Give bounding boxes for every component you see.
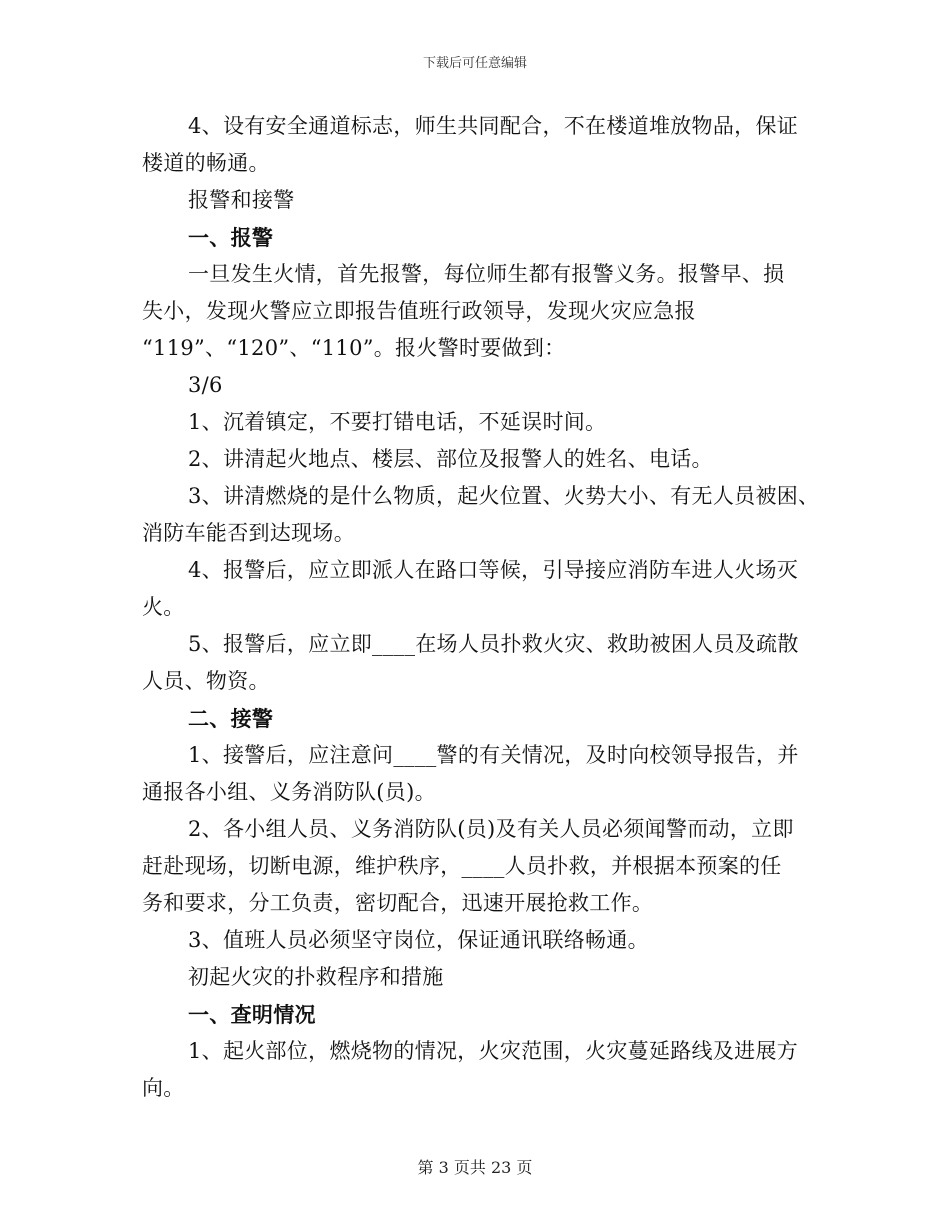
section-heading: 二、接警 (188, 706, 274, 731)
paragraph-line: 务和要求，分工负责，密切配合，迅速开展抢救工作。 (142, 891, 654, 915)
paragraph-line: 一旦发生火情，首先报警，每位师生都有报警义务。报警早、损 (188, 262, 785, 286)
paragraph-line: “119”、“120”、“110”。报火警时要做到： (142, 336, 566, 360)
page-header: 下载后可任意编辑 (422, 56, 527, 71)
paragraph-line: 失小，发现火警应立即报告值班行政领导，发现火灾应急报 (142, 299, 696, 323)
section-heading: 一、查明情况 (188, 1002, 316, 1027)
list-item: 3、值班人员必须坚守岗位，保证通讯联络畅通。 (188, 928, 649, 952)
list-item: 4、报警后，应立即派人在路口等候，引导接应消防车进人火场灭 (188, 558, 799, 582)
list-item: 5、报警后，应立即____在场人员扑救火灾、救助被困人员及疏散 (188, 632, 799, 656)
list-item: 1、起火部位，燃烧物的情况，火灾范围，火灾蔓延路线及进展方 (188, 1039, 799, 1063)
list-item: 1、沉着镇定，不要打错电话，不延误时间。 (188, 410, 607, 434)
section-heading: 一、报警 (188, 225, 274, 250)
paragraph-line: 4、设有安全通道标志，师生共同配合，不在楼道堆放物品，保证 (188, 114, 799, 138)
paragraph-line: 消防车能否到达现场。 (142, 521, 355, 545)
section-title: 初起火灾的扑救程序和措施 (188, 965, 444, 989)
paragraph-line: 向。 (142, 1076, 185, 1100)
page-fraction: 3/6 (188, 373, 223, 397)
paragraph-line: 火。 (142, 595, 185, 619)
paragraph-line: 人员、物资。 (142, 669, 270, 693)
section-title: 报警和接警 (188, 188, 295, 212)
list-item: 2、各小组人员、义务消防队(员)及有关人员必须闻警而动，立即 (188, 817, 794, 841)
page-footer: 第 3 页共 23 页 (417, 1158, 533, 1177)
paragraph-line: 赶赴现场，切断电源，维护秩序，____人员扑救，并根据本预案的任 (142, 854, 782, 878)
list-item: 3、讲清燃烧的是什么物质，起火位置、火势大小、有无人员被困、 (188, 484, 820, 508)
paragraph-line: 通报各小组、义务消防队(员)。 (142, 780, 436, 804)
paragraph-line: 楼道的畅通。 (142, 151, 270, 175)
list-item: 1、接警后，应注意问____警的有关情况，及时向校领导报告，并 (188, 743, 799, 767)
document-body (142, 108, 822, 1107)
list-item: 2、讲清起火地点、楼层、部位及报警人的姓名、电话。 (188, 447, 713, 471)
